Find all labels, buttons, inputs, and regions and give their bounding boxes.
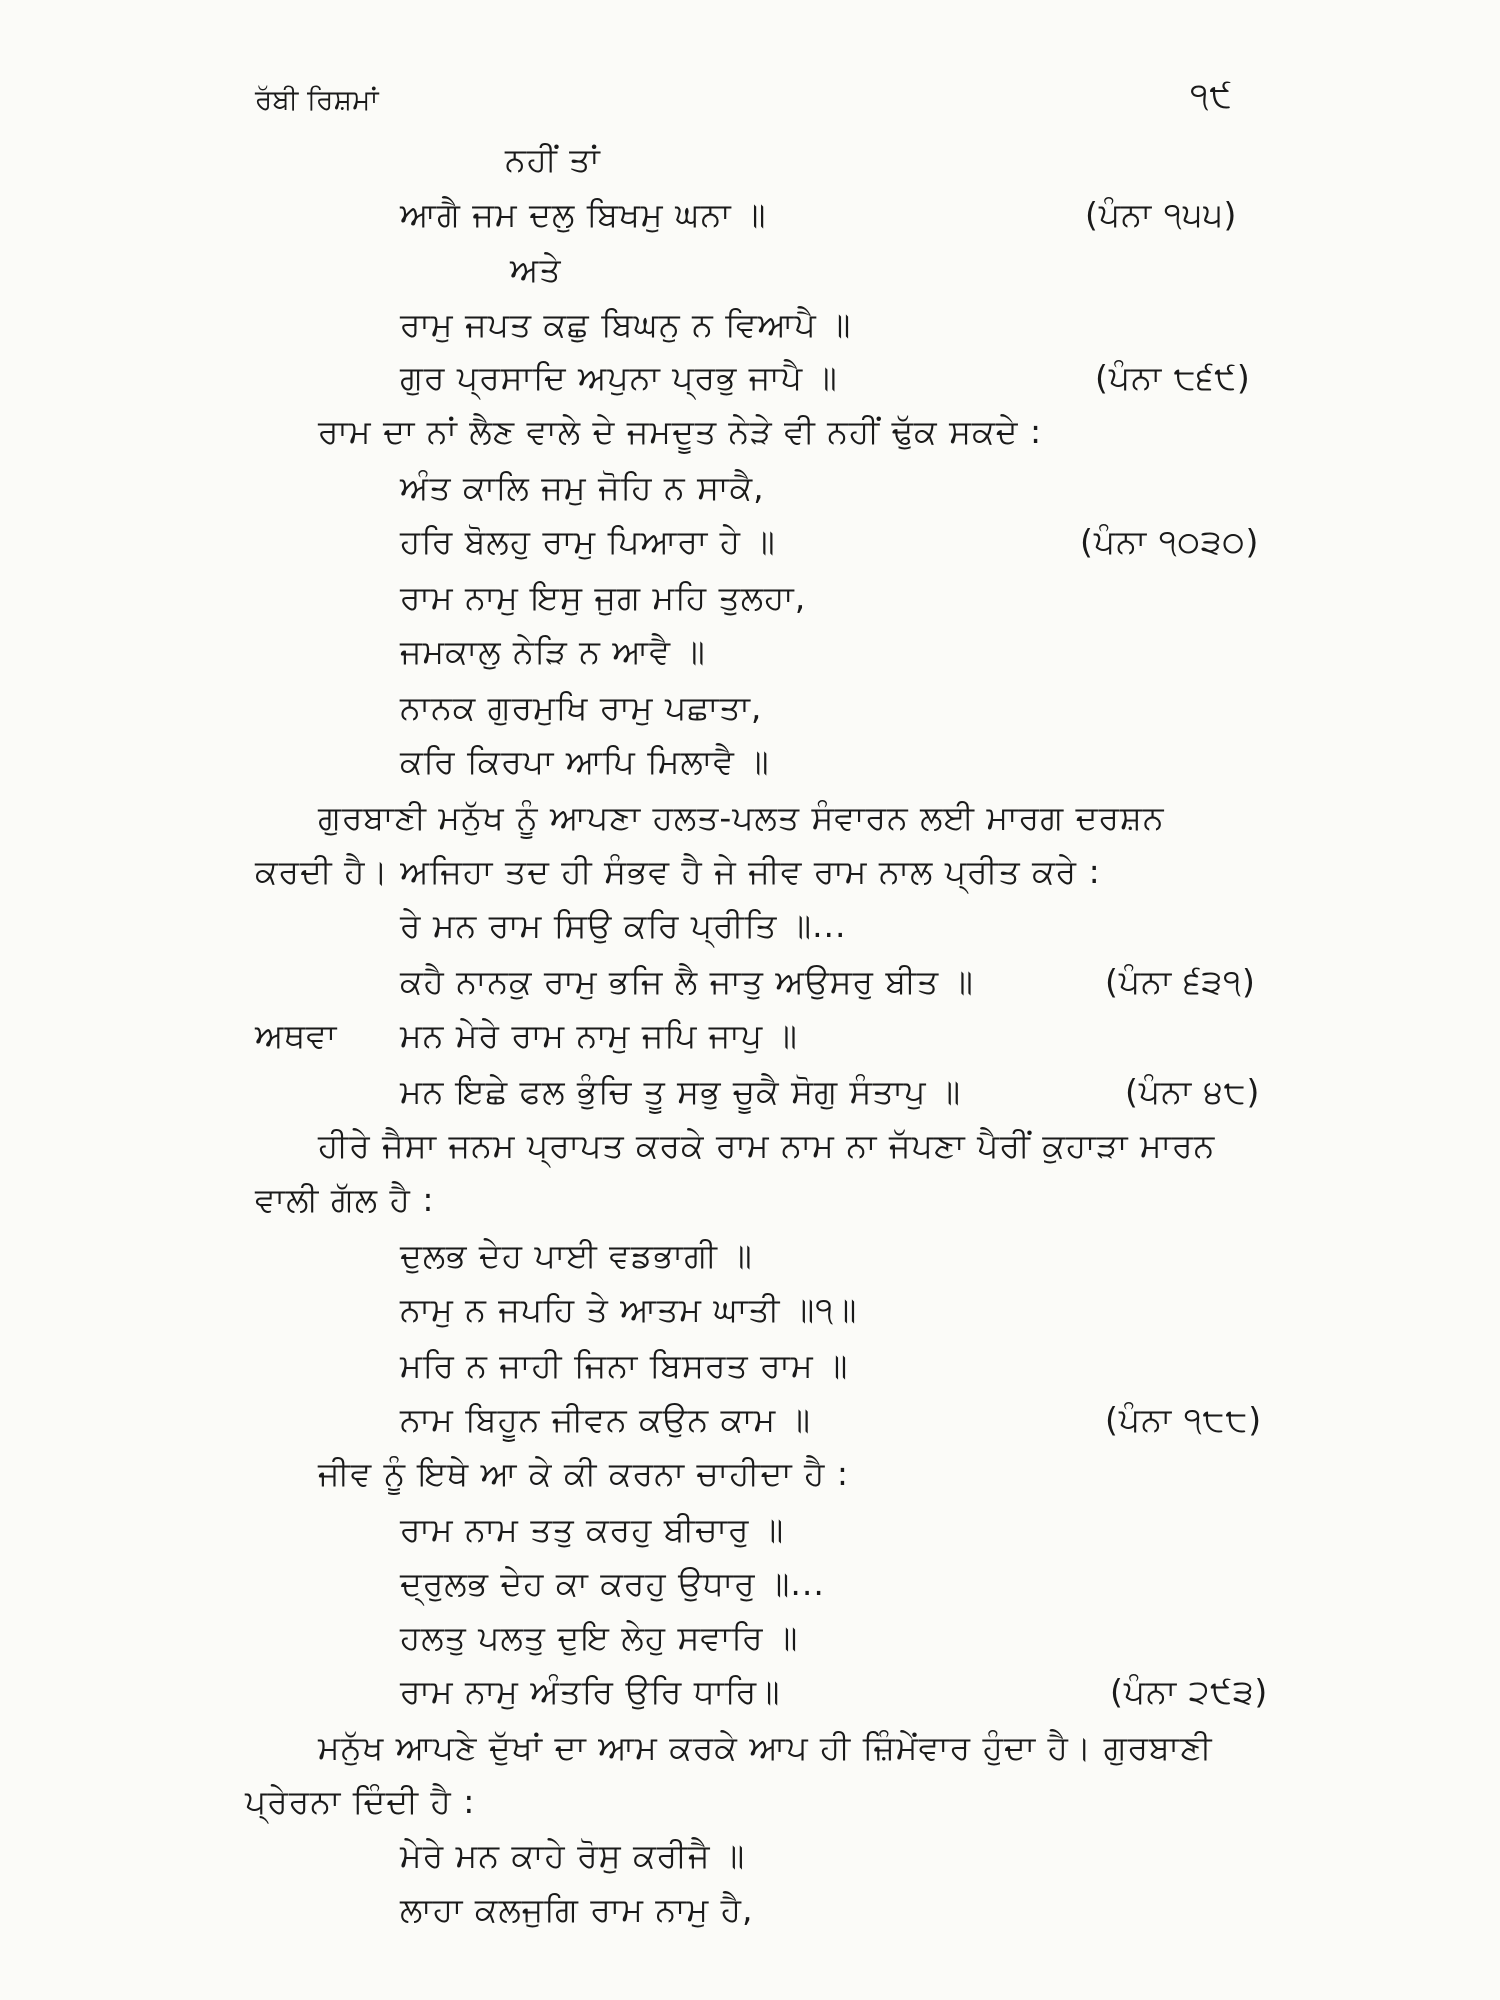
text-line-10: ਜਮਕਾਲੁ ਨੇੜਿ ਨ ਆਵੈ ॥ (400, 632, 706, 671)
text-line-1: ਨਹੀਂ ਤਾਂ (505, 140, 601, 179)
text-line-22: ਨਾਮੁ ਨ ਜਪਹਿ ਤੇ ਆਤਮ ਘਾਤੀ ॥੧॥ (400, 1290, 858, 1329)
page-reference: (ਪੰਨਾ ੬੩੧) (1105, 962, 1256, 1001)
page-reference: (ਪੰਨਾ ੧੮੮) (1105, 1400, 1263, 1439)
running-header-title: ਰੱਬੀ ਰਿਸ਼ਮਾਂ (255, 83, 379, 116)
text-line-9: ਰਾਮ ਨਾਮੁ ਇਸੁ ਜੁਗ ਮਹਿ ਤੁਲਹਾ, (400, 578, 807, 617)
text-line-12: ਕਰਿ ਕਿਰਪਾ ਆਪਿ ਮਿਲਾਵੈ ॥ (400, 742, 770, 781)
text-line-31: ਪ੍ਰੇਰਨਾ ਦਿੰਦੀ ਹੈ : (245, 1782, 476, 1821)
text-line-8: ਹਰਿ ਬੋਲਹੁ ਰਾਮੁ ਪਿਆਰਾ ਹੇ ॥ (400, 522, 776, 561)
text-line-27: ਦ੍ਰੁਲਭ ਦੇਹ ਕਾ ਕਰਹੁ ਉਧਾਰੁ ॥... (400, 1564, 825, 1603)
text-line-33: ਲਾਹਾ ਕਲਜੁਗਿ ਰਾਮ ਨਾਮੁ ਹੈ, (400, 1890, 754, 1929)
text-line-19: ਹੀਰੇ ਜੈਸਾ ਜਨਮ ਪ੍ਰਾਪਤ ਕਰਕੇ ਰਾਮ ਨਾਮ ਨਾ ਜੱਪਣਾ ਪੈਰੀਂ ਕੁਹਾੜਾ ਮਾਰਨ (318, 1126, 1216, 1165)
page-reference: (ਪੰਨਾ ੪੮) (1125, 1072, 1261, 1111)
text-line-26: ਰਾਮ ਨਾਮ ਤਤੁ ਕਰਹੁ ਬੀਚਾਰੁ ॥ (400, 1510, 785, 1549)
page-reference: (ਪੰਨਾ ੮੬੯) (1095, 358, 1251, 397)
text-line-11: ਨਾਨਕ ਗੁਰਮੁਖਿ ਰਾਮੁ ਪਛਾਤਾ, (400, 688, 763, 727)
text-line-32: ਮੇਰੇ ਮਨ ਕਾਹੇ ਰੋਸੁ ਕਰੀਜੈ ॥ (400, 1836, 746, 1875)
page-reference: (ਪੰਨਾ ੧੫੫) (1085, 195, 1238, 234)
text-line-6: ਰਾਮ ਦਾ ਨਾਂ ਲੈਣ ਵਾਲੇ ਦੇ ਜਮਦੂਤ ਨੇੜੇ ਵੀ ਨਹੀਂ ਢੁੱਕ ਸਕਦੇ : (318, 412, 1043, 451)
text-line-24: ਨਾਮ ਬਿਹੂਨ ਜੀਵਨ ਕਉਨ ਕਾਮ ॥ (400, 1400, 811, 1439)
text-line-25: ਜੀਵ ਨੂੰ ਇਥੇ ਆ ਕੇ ਕੀ ਕਰਨਾ ਚਾਹੀਦਾ ਹੈ : (318, 1454, 850, 1493)
text-line-20: ਵਾਲੀ ਗੱਲ ਹੈ : (255, 1180, 435, 1219)
text-line-21: ਦੁਲਭ ਦੇਹ ਪਾਈ ਵਡਭਾਗੀ ॥ (400, 1236, 753, 1275)
text-line-16: ਕਹੈ ਨਾਨਕੁ ਰਾਮੁ ਭਜਿ ਲੈ ਜਾਤੁ ਅਉਸਰੁ ਬੀਤ ॥ (400, 962, 974, 1001)
text-line-13: ਗੁਰਬਾਣੀ ਮਨੁੱਖ ਨੂੰ ਆਪਣਾ ਹਲਤ-ਪਲਤ ਸੰਵਾਰਨ ਲਈ ਮਾਰਗ ਦਰਸ਼ਨ (318, 798, 1165, 837)
margin-word: ਅਥਵਾ (255, 1016, 338, 1055)
text-line-18: ਮਨ ਇਛੇ ਫਲ ਭੁੰਚਿ ਤੂ ਸਭੁ ਚੂਕੈ ਸੋਗੁ ਸੰਤਾਪੁ ॥ (400, 1072, 962, 1111)
text-line-3: ਅਤੇ (510, 250, 562, 289)
text-line-5: ਗੁਰ ਪ੍ਰਸਾਦਿ ਅਪੁਨਾ ਪ੍ਰਭੁ ਜਾਪੈ ॥ (400, 358, 838, 397)
text-line-23: ਮਰਿ ਨ ਜਾਹੀ ਜਿਨਾ ਬਿਸਰਤ ਰਾਮ ॥ (400, 1346, 849, 1385)
text-line-15: ਰੇ ਮਨ ਰਾਮ ਸਿਉ ਕਰਿ ਪ੍ਰੀਤਿ ॥... (400, 906, 847, 945)
text-line-28: ਹਲਤੁ ਪਲਤੁ ਦੁਇ ਲੇਹੁ ਸਵਾਰਿ ॥ (400, 1618, 799, 1657)
text-line-30: ਮਨੁੱਖ ਆਪਣੇ ਦੁੱਖਾਂ ਦਾ ਆਮ ਕਰਕੇ ਆਪ ਹੀ ਜ਼ਿੰਮੇਂਵਾਰ ਹੁੰਦਾ ਹੈ। ਗੁਰਬਾਣੀ (318, 1728, 1213, 1767)
text-line-2: ਆਗੈ ਜਮ ਦਲੁ ਬਿਖਮੁ ਘਨਾ ॥ (400, 195, 767, 234)
text-line-17: ਮਨ ਮੇਰੇ ਰਾਮ ਨਾਮੁ ਜਪਿ ਜਾਪੁ ॥ (400, 1016, 798, 1055)
text-line-29: ਰਾਮ ਨਾਮੁ ਅੰਤਰਿ ਉਰਿ ਧਾਰਿ॥ (400, 1672, 781, 1711)
page-reference: (ਪੰਨਾ ੨੯੩) (1110, 1672, 1269, 1711)
text-line-7: ਅੰਤ ਕਾਲਿ ਜਮੁ ਜੋਹਿ ਨ ਸਾਕੈ, (400, 468, 765, 507)
text-line-4: ਰਾਮੁ ਜਪਤ ਕਛੁ ਬਿਘਨੁ ਨ ਵਿਆਪੈ ॥ (400, 305, 852, 344)
text-line-14: ਕਰਦੀ ਹੈ। ਅਜਿਹਾ ਤਦ ਹੀ ਸੰਭਵ ਹੈ ਜੇ ਜੀਵ ਰਾਮ ਨਾਲ ਪ੍ਰੀਤ ਕਰੇ : (255, 852, 1101, 891)
page-number: ੧੯ (1190, 76, 1233, 116)
page-reference: (ਪੰਨਾ ੧੦੩੦) (1080, 522, 1260, 561)
